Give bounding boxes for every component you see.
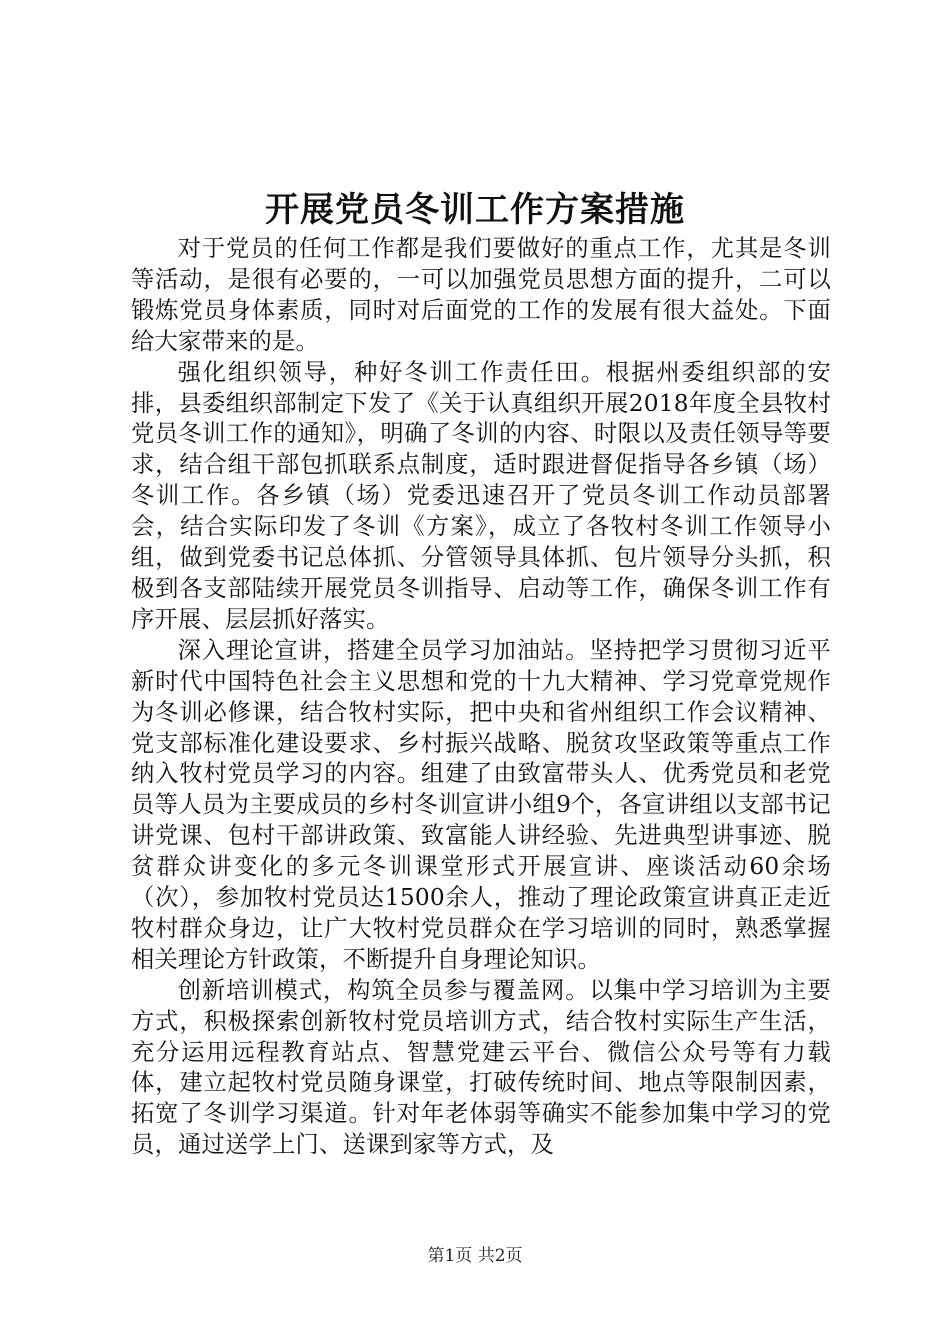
paragraph-theory: 深入理论宣讲，搭建全员学习加油站。坚持把学习贯彻习近平新时代中国特色社会主义思想和党的十九大精神、学习党章党规作为冬训必修课，结合牧村实际，把中央和省州组织工作会议精神、党支部标准化建设要求、乡村振兴战略、脱贫攻坚政策等重点工作纳入牧村党员学习的内容。组建了由致富带头人、优秀党员和老党员等人员为主要成员的乡村冬训宣讲小组9个，各宣讲组以支部书记讲党课、包村干部讲政策、致富能人讲经验、先进典型讲事迹、脱贫群众讲变化的多元冬训课堂形式开展宣讲、座谈活动60余场（次），参加牧村党员达1500余人，推动了理论政策宣讲真正走近牧村群众身边，让广大牧村党员群众在学习培训的同时，熟悉掌握相关理论方针政策，不断提升自身理论知识。 [131,636,831,973]
paragraph-organization: 强化组织领导，种好冬训工作责任田。根据州委组织部的安排，县委组织部制定下发了《关于认真组织开展2018年度全县牧村党员冬训工作的通知》，明确了冬训的内容、时限以及责任领导等要求，结合组干部包抓联系点制度，适时跟进督促指导各乡镇（场）冬训工作。各乡镇（场）党委迅速召开了党员冬训工作动员部署会，结合实际印发了冬训《方案》，成立了各牧村冬训工作领导小组，做到党委书记总体抓、分管领导具体抓、包片领导分头抓，积极到各支部陆续开展党员冬训指导、启动等工作，确保冬训工作有序开展、层层抓好落实。 [131,358,831,633]
paragraph-training-mode: 创新培训模式，构筑全员参与覆盖网。以集中学习培训为主要方式，积极探索创新牧村党员培训方式，结合牧村实际生产生活，充分运用远程教育站点、智慧党建云平台、微信公众号等有力载体，建立起牧村党员随身课堂，打破传统时间、地点等限制因素，拓宽了冬训学习渠道。针对年老体弱等确实不能参加集中学习的党员，通过送学上门、送课到家等方式，及 [131,976,831,1159]
document-body [131,234,831,1161]
page-number-footer: 第1页 共2页 [427,1246,523,1266]
paragraph-intro: 对于党员的任何工作都是我们要做好的重点工作，尤其是冬训等活动，是很有必要的，一可以加强党员思想方面的提升，二可以锻炼党员身体素质，同时对后面党的工作的发展有很大益处。下面给大家带来的是。 [131,235,831,355]
document-title: 开展党员冬训工作方案措施 [265,190,685,230]
